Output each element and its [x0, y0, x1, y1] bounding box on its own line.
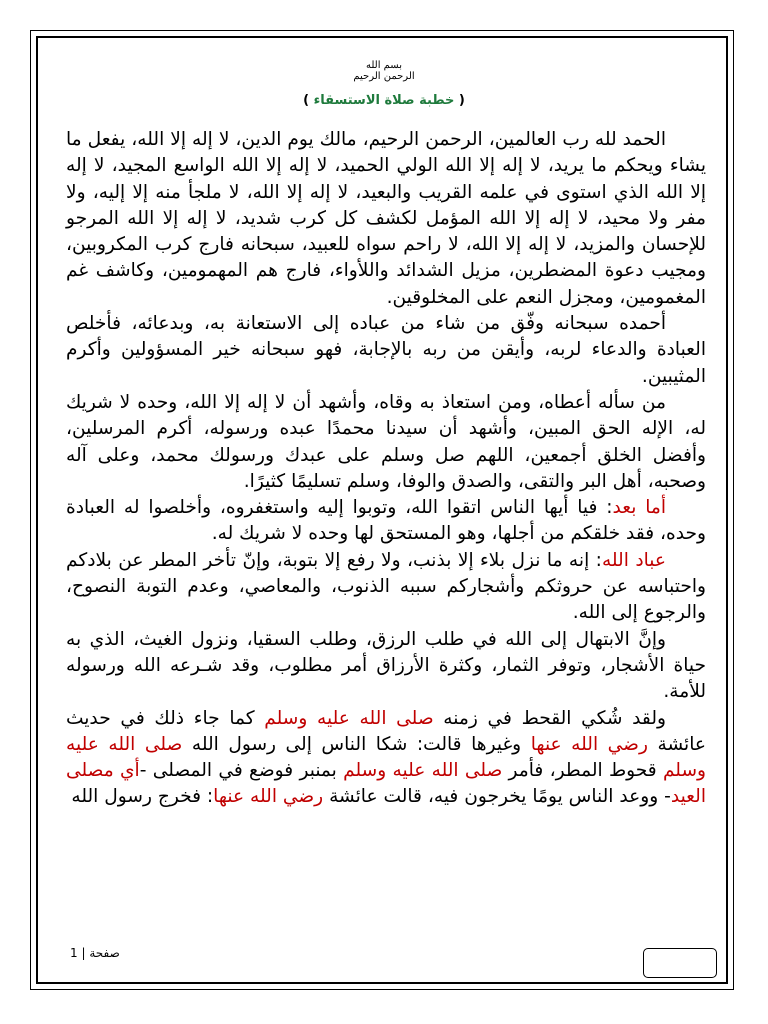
p7-note: أي مصلى العيد	[66, 760, 706, 808]
paragraph-4-lead: أما بعد	[612, 497, 666, 519]
p7-seg-7: : فخرج رسول الله	[71, 786, 214, 808]
p7-seg-3: وغيرها قالت: شكا الناس إلى رسول الله	[182, 733, 531, 755]
document-title	[0, 92, 768, 110]
p7-honorific-4: صلى الله عليه وسلم	[343, 760, 503, 782]
p7-honorific-5: رضي الله عنها	[213, 786, 324, 808]
paragraph-3: من سأله أعطاه، ومن استعاذ به وقاه، وأشهد أن لا إله إلا الله، وحده لا شريك له، الإله الحق المبين، وأشهد أن سيدنا محمدًا عبده ورسوله، أكرم المرسلين، وأفضل الخلق أجمعين، اللهم صل وسلم على عبدك ورسولك محمد، وعلى آله وصحبه، أهل البر والتقى، والصدق والوفا، وسلم تسليمًا كثيرًا.	[66, 391, 706, 492]
page-footer	[70, 946, 120, 960]
basmala-line-2: الرحمن الرحيم	[353, 71, 415, 82]
basmala-line-1: بسم الله	[365, 60, 403, 71]
p7-honorific-3: صلى الله عليه وسلم	[66, 733, 707, 782]
title-close-paren: )	[303, 93, 310, 108]
paragraph-4-text: : فيا أيها الناس اتقوا الله، وتوبوا إليه واستغفروه، وأخلصوا له العبادة وحده، فقد خلقكم من أجلها، وهو المستحق لها وحده لا شريك له.	[66, 497, 706, 545]
basmala-ornament	[0, 60, 768, 82]
p7-seg-6: - ووعد الناس يومًا يخرجون فيه، قالت عائشة	[323, 786, 671, 808]
p7-honorific-2: رضي الله عنها	[530, 733, 648, 755]
sermon-body	[66, 127, 706, 811]
paragraph-5-text: : إنه ما نزل بلاء إلا بذنب، ولا رفع إلا بتوبة، وإنّ تأخر المطر عن بلادكم واحتباسه عن حروثكم وأشجاركم سببه الذنوب، والمعاصي، وعدم التوبة النصوح، والرجوع إلى الله.	[66, 549, 706, 624]
p7-seg-4: قحوط المطر، فأمر	[502, 760, 663, 782]
paragraph-2: أحمده سبحانه وفّق من شاء من عباده إلى الاستعانة به، وبدعائه، فأخلص العبادة والدعاء لربه، وأيقن من ربه بالإجابة، فهو سبحانه خير المسؤولين وأكرم المثيبين.	[66, 313, 706, 387]
paragraph-4	[66, 495, 706, 548]
title-text: خطبة صلاة الاستسقاء	[313, 93, 455, 108]
page-number: 1	[70, 946, 78, 960]
footer-decorative-box	[643, 948, 717, 978]
paragraph-1: الحمد لله رب العالمين، الرحمن الرحيم، مالك يوم الدين، لا إله إلا الله، يفعل ما يشاء ويحكم ما يريد، لا إله إلا الله الولي الحميد، لا إله إلا الله الواسع المجيد، لا إله إلا الله الذي استوى في علمه القريب والبعيد، لا إله إلا الله، لا ملجأ منه إلا إليه، ولا مفر ولا محيد، لا إله إلا الله المؤمل لكشف كل كرب شديد، لا إله إلا الله المرجو للإحسان والمزيد، لا إله إلا الله، لا راحم سواه للعبيد، سبحانه فارج كرب المكروبين، ومجيب دعوة المضطرين، مزيل الشدائد واللأواء، فارج هم المهمومين، وكاشف غم المغمومين، ومجزل النعم على المخلوقين.	[66, 129, 706, 308]
title-open-paren: (	[458, 93, 465, 108]
p7-honorific-1: صلى الله عليه وسلم	[264, 707, 434, 729]
p7-seg-2: كما جاء ذلك في حديث عائشة	[66, 707, 706, 755]
paragraph-5	[66, 548, 706, 627]
p7-seg-1: ولقد شُكي القحط في زمنه	[433, 707, 666, 729]
paragraph-5-lead: عباد الله	[601, 549, 666, 571]
paragraph-7	[66, 706, 706, 811]
page-label: صفحة	[89, 946, 120, 960]
p7-seg-5: بمنبر فوضع في المصلى -	[139, 760, 344, 782]
footer-separator: |	[81, 946, 86, 960]
paragraph-6: وإنَّ الابتهال إلى الله في طلب الرزق، وطلب السقيا، ونزول الغيث، الذي به حياة الأشجار، وتوفر الثمار، وكثرة الأرزاق أمر مطلوب، وقد شـرعه الله ورسوله للأمة.	[66, 628, 706, 703]
